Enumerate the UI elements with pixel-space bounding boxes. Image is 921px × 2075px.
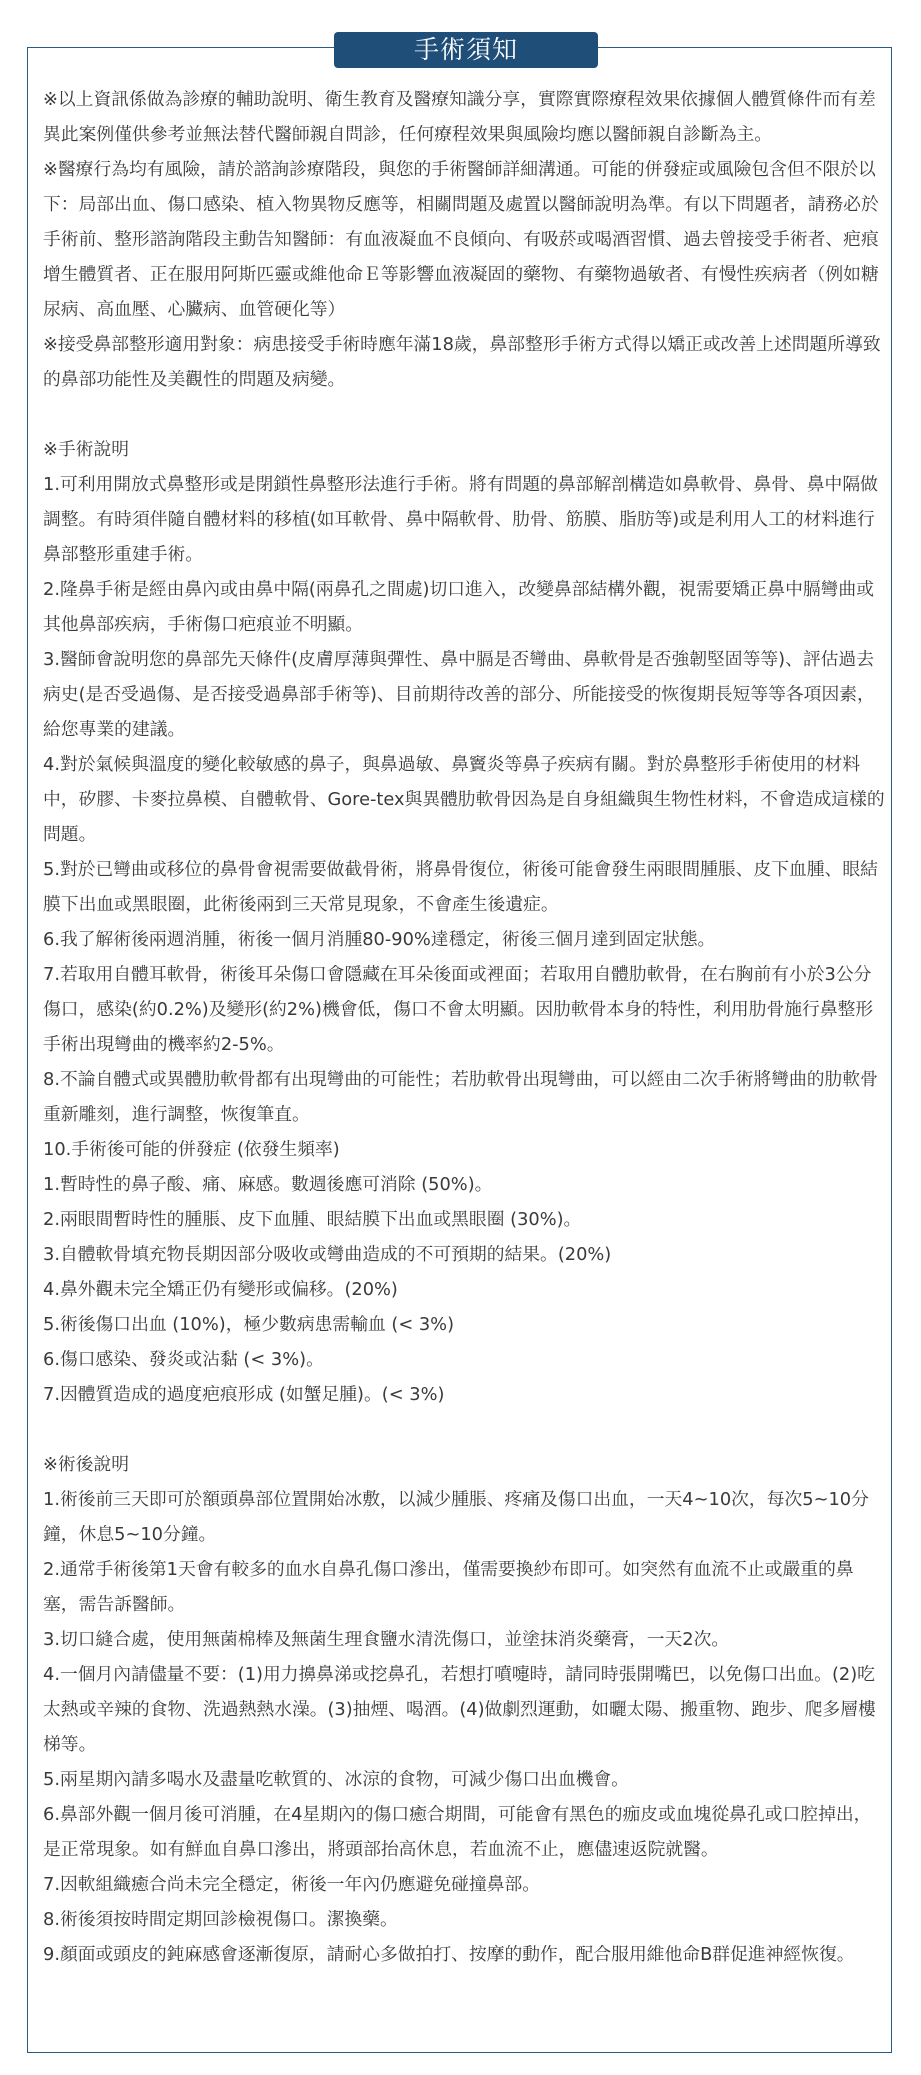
complication-item-4: 4.鼻外觀未完全矯正仍有變形或偏移。(20%): [43, 1279, 398, 1300]
section-gap: [43, 397, 886, 432]
surgery-item-6: 6.我了解術後兩週消腫，術後一個月消腫80-90%達穩定，術後三個月達到固定狀態。: [43, 929, 716, 950]
surgery-item-5: 5.對於已彎曲或移位的鼻骨會視需要做截骨術，將鼻骨復位，術後可能會發生兩眼間腫脹、皮下血腫、眼結膜下出血或黑眼圈，此術後兩到三天常見現象，不會產生後遺症。: [43, 859, 878, 915]
postop-item-9: 9.顏面或頭皮的鈍麻感會逐漸復原，請耐心多做拍打、按摩的動作，配合服用維他命B群促進神經恢復。: [43, 1944, 855, 1965]
surgery-item-3: 3.醫師會說明您的鼻部先天條件(皮膚厚薄與彈性、鼻中膈是否彎曲、鼻軟骨是否強韌堅固等等)、評估過去病史(是否受過傷、是否接受過鼻部手術等)、目前期待改善的部分、所能接受的恢復期長短等等各項因素，給您專業的建議。: [43, 649, 875, 740]
surgery-item-2: 2.隆鼻手術是經由鼻內或由鼻中隔(兩鼻孔之間處)切口進入，改變鼻部結構外觀，視需要矯正鼻中膈彎曲或其他鼻部疾病，手術傷口疤痕並不明顯。: [43, 579, 874, 635]
surgery-item-8: 8.不論自體式或異體肋軟骨都有出現彎曲的可能性；若肋軟骨出現彎曲，可以經由二次手術將彎曲的肋軟骨重新雕刻，進行調整，恢復筆直。: [43, 1069, 878, 1125]
postop-item-2: 2.通常手術後第1天會有較多的血水自鼻孔傷口滲出，僅需要換紗布即可。如突然有血流不止或嚴重的鼻塞，需告訴醫師。: [43, 1559, 854, 1615]
surgery-item-1: 1.可利用開放式鼻整形或是閉鎖性鼻整形法進行手術。將有問題的鼻部解剖構造如鼻軟骨、鼻骨、鼻中隔做調整。有時須伴隨自體材料的移植(如耳軟骨、鼻中隔軟骨、肋骨、筋膜、脂肪等)或是利用人工的材料進行鼻部整形重建手術。: [43, 474, 878, 565]
complications-heading: 10.手術後可能的併發症 (依發生頻率): [43, 1139, 340, 1160]
postop-item-5: 5.兩星期內請多喝水及盡量吃軟質的、冰涼的食物，可減少傷口出血機會。: [43, 1769, 629, 1790]
complication-item-7: 7.因體質造成的過度疤痕形成 (如蟹足腫)。(< 3%): [43, 1384, 445, 1405]
surgery-heading: ※手術說明: [43, 439, 130, 460]
postop-heading: ※術後說明: [43, 1454, 130, 1475]
postop-item-1: 1.術後前三天即可於額頭鼻部位置開始冰敷，以減少腫脹、疼痛及傷口出血，一天4~10次，每次5~10分鐘，休息5~10分鐘。: [43, 1489, 869, 1545]
disclaimer-2: ※醫療行為均有風險，請於諮詢診療階段，與您的手術醫師詳細溝通。可能的併發症或風險包含但不限於以下：局部出血、傷口感染、植入物異物反應等，相關問題及處置以醫師說明為準。有以下問題者，請務必於手術前、整形諮詢階段主動告知醫師：有血液凝血不良傾向、有吸菸或喝酒習慣、過去曾接受手術者、疤痕增生體質者、正在服用阿斯匹靈或維他命Ｅ等影響血液凝固的藥物、有藥物過敏者、有慢性疾病者（例如糖尿病、高血壓、心臟病、血管硬化等）: [43, 159, 879, 320]
surgery-item-4: 4.對於氣候與溫度的變化較敏感的鼻子，與鼻過敏、鼻竇炎等鼻子疾病有關。對於鼻整形手術使用的材料中，矽膠、卡麥拉鼻模、自體軟骨、Gore-tex與異體肋軟骨因為是自身組織與生物性材料，不會造成這樣的問題。: [43, 754, 885, 845]
postop-item-6: 6.鼻部外觀一個月後可消腫，在4星期內的傷口癒合期間，可能會有黑色的痂皮或血塊從鼻孔或口腔掉出，是正常現象。如有鮮血自鼻口滲出，將頭部抬高休息，若血流不止，應儘速返院就醫。: [43, 1804, 872, 1860]
complication-item-2: 2.兩眼間暫時性的腫脹、皮下血腫、眼結膜下出血或黑眼圈 (30%)。: [43, 1209, 582, 1230]
notice-content: [43, 82, 886, 1972]
complication-item-5: 5.術後傷口出血 (10%)，極少數病患需輸血 (< 3%): [43, 1314, 455, 1335]
complication-item-1: 1.暫時性的鼻子酸、痛、麻感。數週後應可消除 (50%)。: [43, 1174, 493, 1195]
notice-title: 手術須知: [334, 32, 598, 68]
surgery-item-7: 7.若取用自體耳軟骨，術後耳朵傷口會隱藏在耳朵後面或裡面；若取用自體肋軟骨，在右胸前有小於3公分傷口，感染(約0.2%)及變形(約2%)機會低，傷口不會太明顯。因肋軟骨本身的特性，利用肋骨施行鼻整形手術出現彎曲的機率約2-5%。: [43, 964, 874, 1055]
postop-item-7: 7.因軟組織癒合尚未完全穩定，術後一年內仍應避免碰撞鼻部。: [43, 1874, 541, 1895]
complication-item-6: 6.傷口感染、發炎或沾黏 (< 3%)。: [43, 1349, 324, 1370]
postop-item-8: 8.術後須按時間定期回診檢視傷口。潔換藥。: [43, 1909, 398, 1930]
postop-item-4: 4.一個月內請儘量不要：(1)用力擤鼻涕或挖鼻孔，若想打噴嚏時，請同時張開嘴巴，以免傷口出血。(2)吃太熱或辛辣的食物、洗過熱熱水澡。(3)抽煙、喝酒。(4)做劇烈運動，如曬太陽、搬重物、跑步、爬多層樓梯等。: [43, 1664, 876, 1755]
disclaimer-1: ※以上資訊係做為診療的輔助說明、衛生教育及醫療知識分享，實際實際療程效果依據個人體質條件而有差異此案例僅供參考並無法替代醫師親自問診，任何療程效果與風險均應以醫師親自診斷為主。: [43, 89, 876, 145]
disclaimer-3: ※接受鼻部整形適用對象：病患接受手術時應年滿18歲，鼻部整形手術方式得以矯正或改善上述問題所導致的鼻部功能性及美觀性的問題及病變。: [43, 334, 881, 390]
section-gap: [43, 1412, 886, 1447]
postop-item-3: 3.切口縫合處，使用無菌棉棒及無菌生理食鹽水清洗傷口，並塗抹消炎藥膏，一天2次。: [43, 1629, 730, 1650]
complication-item-3: 3.自體軟骨填充物長期因部分吸收或彎曲造成的不可預期的結果。(20%): [43, 1244, 612, 1265]
